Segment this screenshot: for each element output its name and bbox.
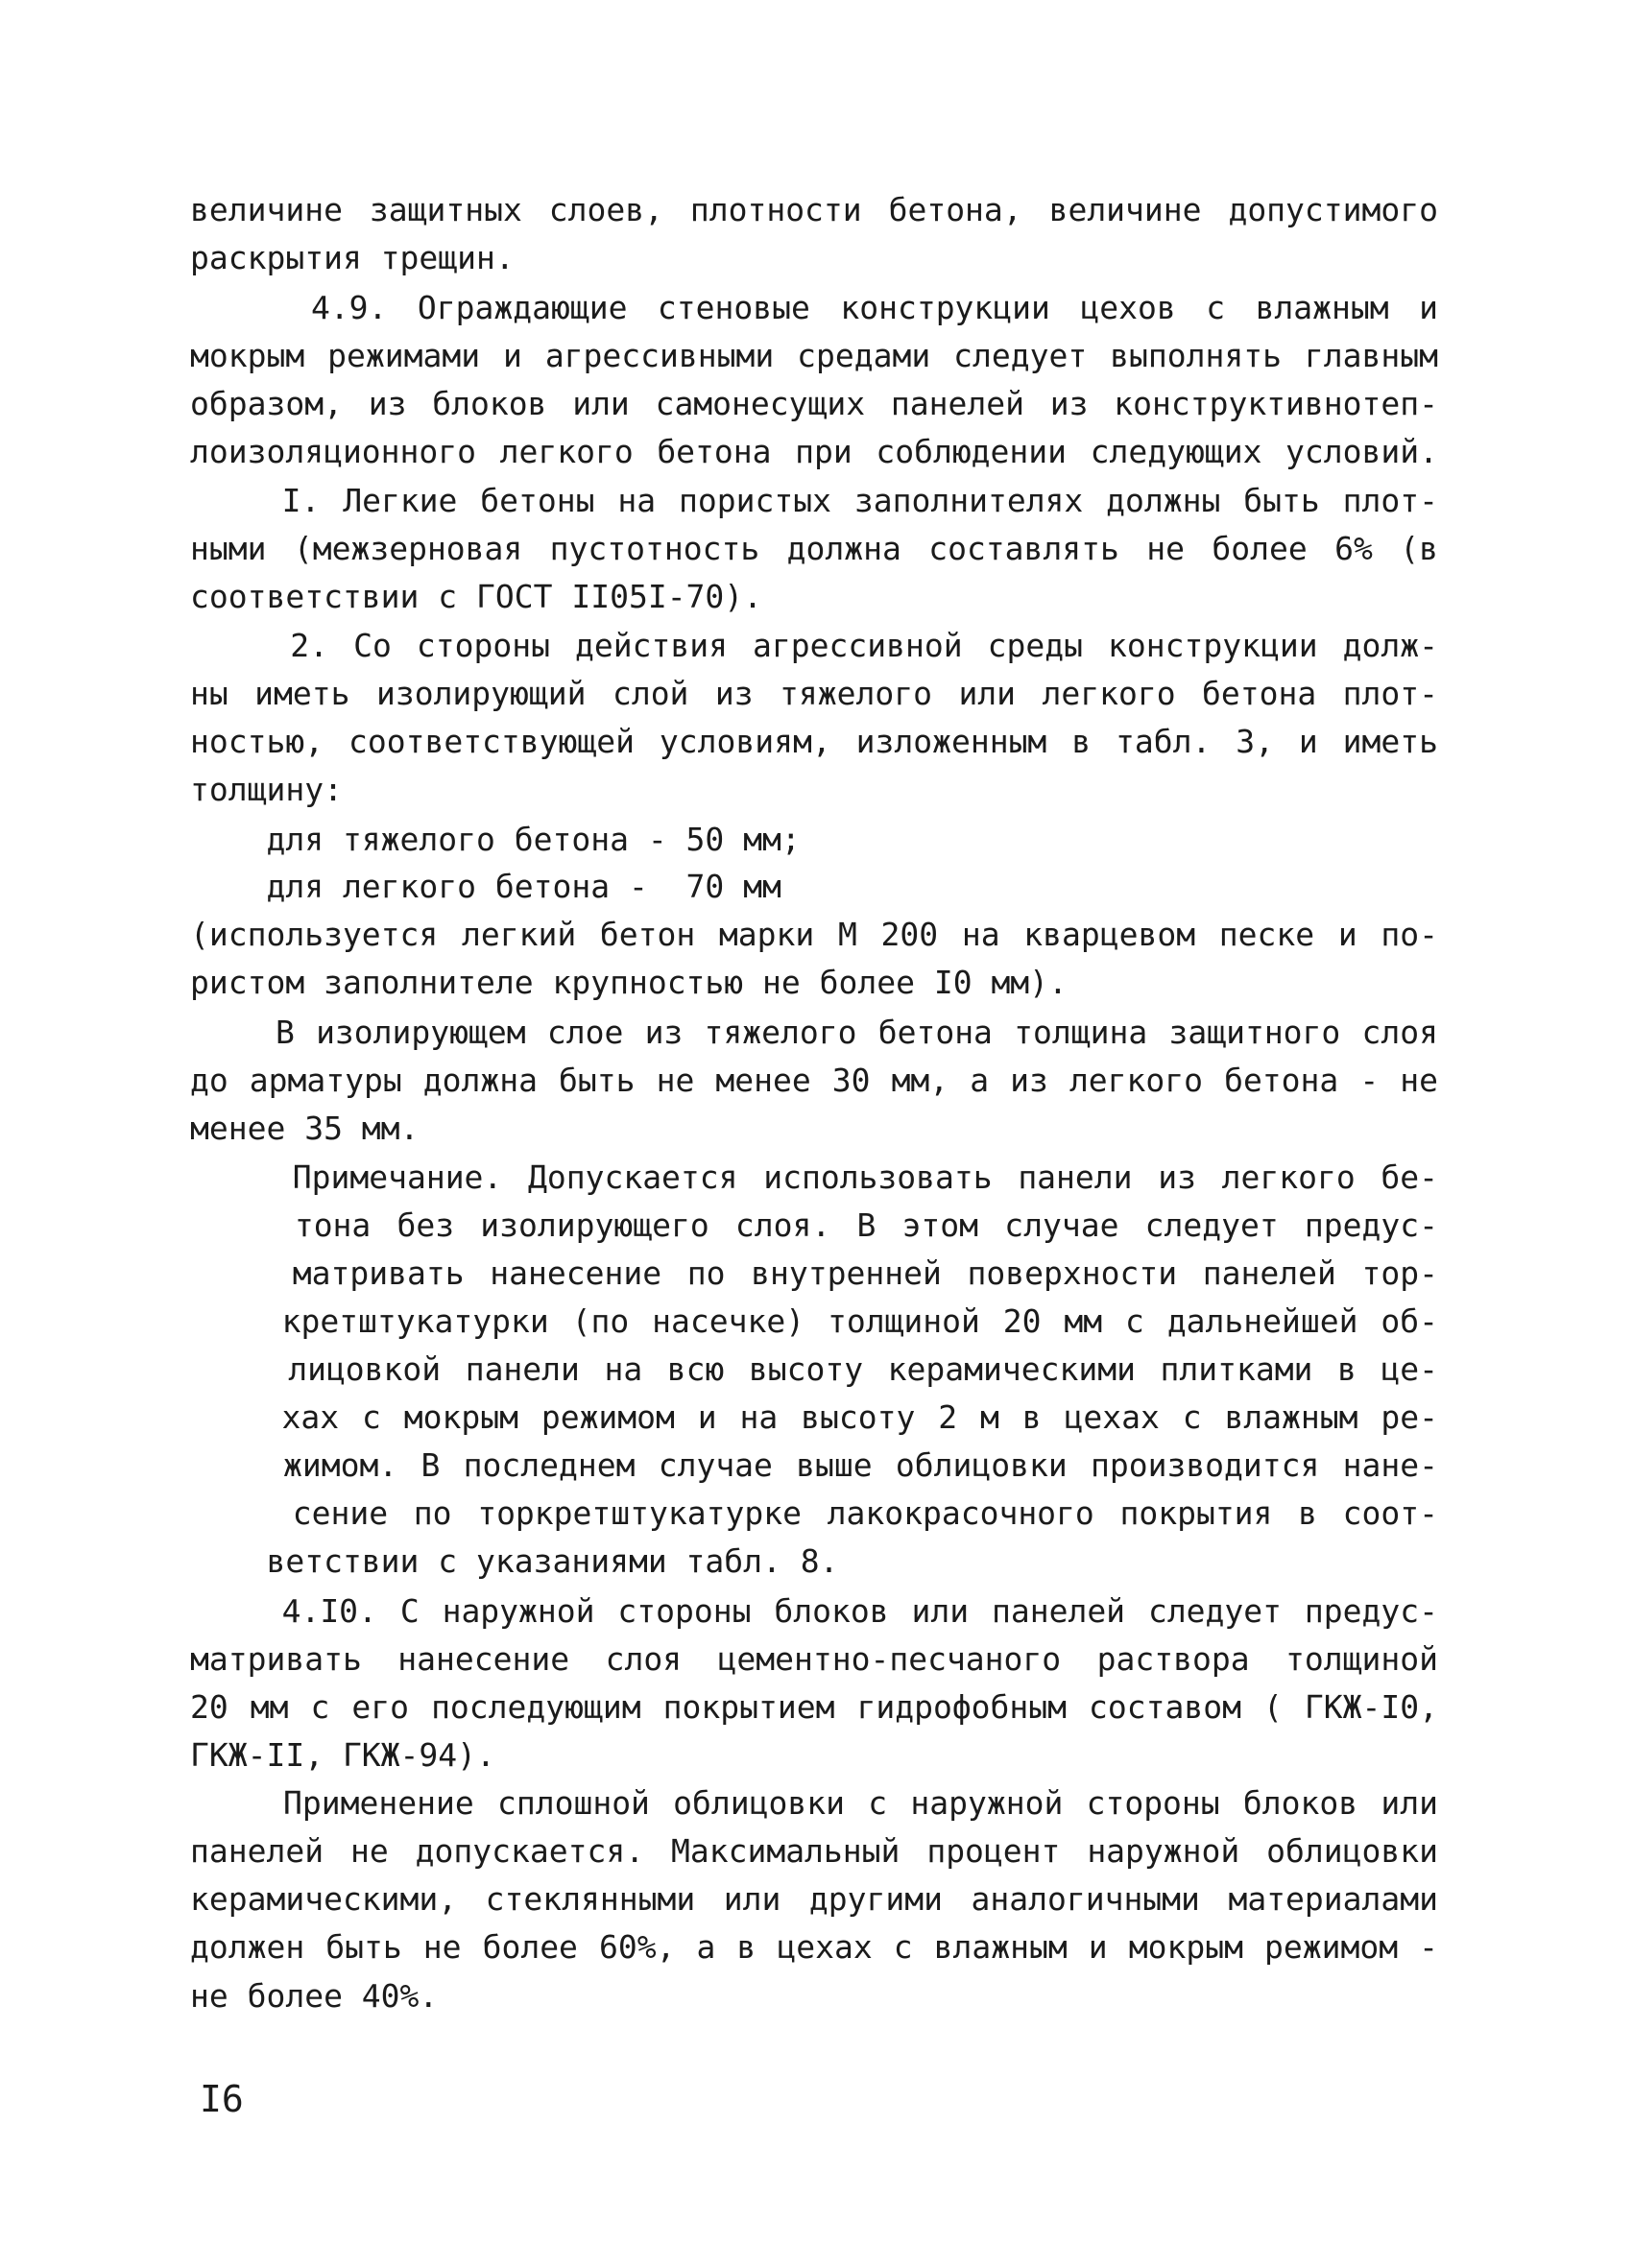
text-line: В изолирующем слое из тяжелого бетона толщина защитного слоя [190, 1014, 1438, 1051]
text-line: матривать нанесение слоя цементно-песчаного раствора толщиной [190, 1640, 1438, 1678]
text-line: (используется легкий бетон марки М 200 на кварцевом песке и по- [190, 916, 1438, 953]
text-line: менее 35 мм. [190, 1110, 420, 1147]
note-line: тона без изолирующего слоя. В этом случае следует предус- [190, 1206, 1438, 1244]
note-line: Примечание. Допускается использовать панели из легкого бе- [190, 1158, 1438, 1196]
text-line: 20 мм с его последующим покрытием гидрофобным составом ( ГКЖ-I0, [190, 1688, 1438, 1726]
note-line: хах с мокрым режимом и на высоту 2 м в цехах с влажным ре- [190, 1398, 1438, 1436]
text-line: для легкого бетона - 70 мм [190, 868, 781, 905]
note-line: лицовкой панели на всю высоту керамическими плитками в це- [190, 1350, 1438, 1388]
text-line: панелей не допускается. Максимальный процент наружной облицовки [190, 1832, 1438, 1870]
text-line: лоизоляционного легкого бетона при соблюдении следующих условий. [190, 433, 1438, 470]
text-line: мокрым режимами и агрессивными средами следует выполнять главным [190, 337, 1438, 374]
text-line: ГКЖ-II, ГКЖ-94). [190, 1736, 495, 1774]
text-line: ны иметь изолирующий слой из тяжелого или легкого бетона плот- [190, 675, 1438, 712]
text-line: соответствии с ГОСТ II05I-70). [190, 578, 763, 615]
text-line: I. Легкие бетоны на пористых заполнителях должны быть плот- [190, 482, 1438, 519]
note-line: матривать нанесение по внутренней поверхности панелей тор- [190, 1254, 1438, 1292]
text-line: образом, из блоков или самонесущих панелей из конструктивнотеп- [190, 385, 1438, 422]
text-line: величине защитных слоев, плотности бетона, величине допустимого [190, 191, 1438, 228]
text-line: до арматуры должна быть не менее 30 мм, а из легкого бетона - не [190, 1062, 1438, 1099]
text-line: ристом заполнителе крупностью не более I0 мм). [190, 964, 1068, 1001]
text-line: должен быть не более 60%, а в цехах с влажным и мокрым режимом - [190, 1928, 1438, 1966]
text-line: раскрытия трещин. [190, 239, 515, 276]
text-line: Применение сплошной облицовки с наружной стороны блоков или [190, 1784, 1438, 1822]
text-line: 4.I0. С наружной стороны блоков или панелей следует предус- [190, 1592, 1438, 1630]
note-line: сение по торкретштукатурке лакокрасочного покрытия в соот- [190, 1494, 1438, 1532]
text-line: 4.9. Ограждающие стеновые конструкции цехов с влажным и [190, 289, 1438, 326]
text-line: 2. Со стороны действия агрессивной среды конструкции долж- [190, 627, 1438, 664]
text-line: керамическими, стеклянными или другими аналогичными материалами [190, 1880, 1438, 1918]
note-line: ветствии с указаниями табл. 8. [190, 1542, 839, 1580]
text-line: не более 40%. [190, 1977, 439, 2015]
note-line: жимом. В последнем случае выше облицовки производится нане- [190, 1446, 1438, 1484]
text-line: ными (межзерновая пустотность должна составлять не более 6% (в [190, 530, 1438, 567]
text-line: для тяжелого бетона - 50 мм; [190, 821, 801, 858]
note-line: кретштукатурки (по насечке) толщиной 20 мм с дальнейшей об- [190, 1302, 1438, 1340]
text-line: ностью, соответствующей условиям, изложенным в табл. 3, и иметь [190, 723, 1438, 760]
page-number: I6 [200, 2078, 244, 2120]
text-line: толщину: [190, 771, 343, 808]
